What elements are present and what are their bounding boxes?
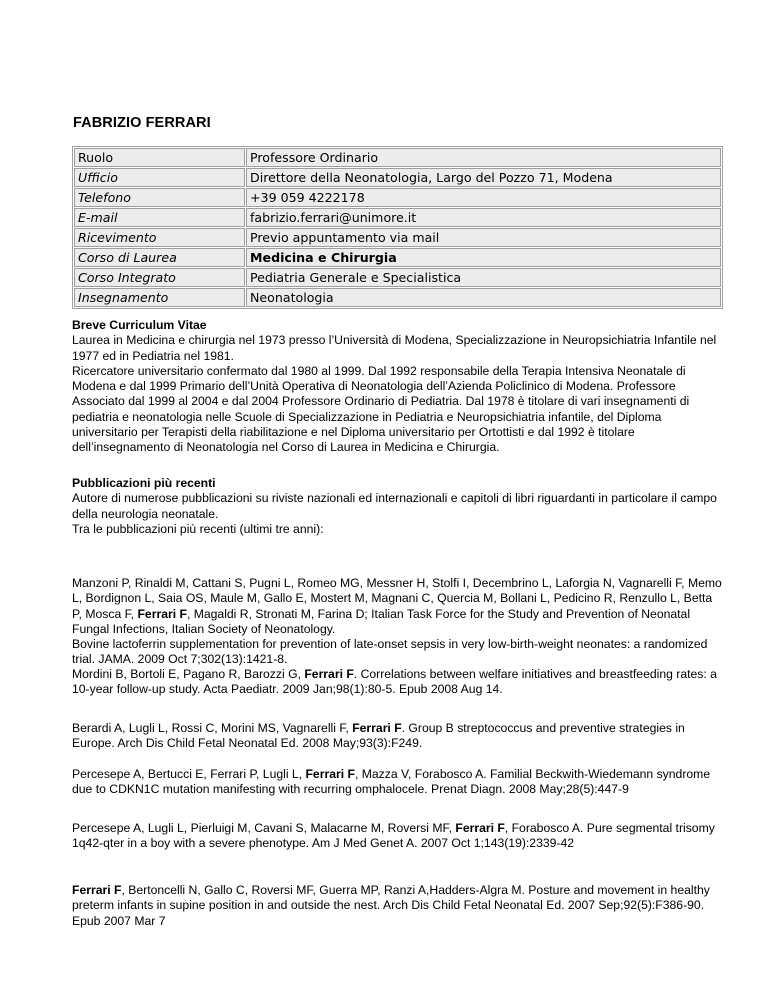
publication-authors-before: Manzoni P, Rinaldi M, Cattani S, Pugni L, Romeo MG, Messner H, Stolfi I, Decembrino L, Laforgia N, Vagnarelli F, Memo L, Bordignon L, Saia OS, Maule M, Gallo E, Mostert M, Magnani C, Quercia M, Bollani L, Pedicino R, Renzullo L, Betta P, Mosca F,	[72, 576, 722, 621]
publication-text-after: , Forabosco A. Pure segmental trisomy 1q42-qter in a boy with a severe phenotype. Am J Med Genet A. 2007 Oct 1;143(19):2339-42	[72, 821, 715, 851]
publication-authors-before: Mordini B, Bortoli E, Pagano R, Barozzi G,	[72, 667, 305, 681]
publications-intro-2: Tra le pubblicazioni più recenti (ultimi tre anni):	[72, 521, 324, 536]
info-row	[74, 208, 721, 227]
person-name: FABRIZIO FERRARI	[73, 115, 211, 131]
info-label: Ricevimento	[74, 228, 245, 247]
info-label: Insegnamento	[74, 288, 245, 307]
highlighted-author: Ferrari F	[137, 606, 187, 621]
publications-title: Pubblicazioni più recenti	[72, 476, 216, 490]
highlighted-author: Ferrari F	[352, 721, 402, 735]
publication-citation	[72, 821, 724, 852]
info-row	[74, 228, 721, 247]
info-value: Medicina e Chirurgia	[246, 248, 721, 267]
publication-citation	[72, 721, 724, 752]
info-label: Ufficio	[74, 168, 245, 187]
info-label: Telefono	[74, 188, 245, 207]
info-row	[74, 248, 721, 267]
info-value: Professore Ordinario	[246, 148, 721, 167]
highlighted-author: Ferrari F	[455, 821, 505, 835]
info-label: E-mail	[74, 208, 245, 227]
publication-text-after: , Mazza V, Forabosco A. Familial Beckwith-Wiedemann syndrome due to CDKN1C mutation manifesting with recurring omphalocele. Prenat Diagn. 2008 May;28(5):447-9	[72, 767, 711, 797]
publication-item	[72, 576, 724, 668]
publication-citation	[72, 576, 724, 637]
publication-item	[72, 883, 724, 929]
info-label: Ruolo	[74, 148, 245, 167]
info-row	[74, 288, 721, 307]
info-row	[74, 188, 721, 207]
publications-intro-1: Autore di numerose pubblicazioni su riviste nazionali ed internazionali e capitoli di libri riguardanti in particolare il campo della neurologia neonatale.	[72, 491, 717, 521]
publication-item	[72, 821, 724, 852]
publication-item	[72, 767, 724, 798]
publication-text-after: , Bertoncelli N, Gallo C, Roversi MF, Guerra MP, Ranzi A,Hadders-Algra M. Posture and movement in healthy preterm infants in supine position in and outside the nest. Arch Dis Child Fetal Neonatal Ed. 2007 Sep;92(5):F386-90. Epub 2007 Mar 7	[72, 883, 710, 928]
info-value: Neonatologia	[246, 288, 721, 307]
publication-title: Bovine lactoferrin supplementation for prevention of late-onset sepsis in very low-birth-weight neonates: a randomized trial. JAMA. 2009 Oct 7;302(13):1421-8.	[72, 637, 708, 667]
cv-section	[72, 318, 724, 456]
info-value: fabrizio.ferrari@unimore.it	[246, 208, 721, 227]
publication-authors-before: Percesepe A, Lugli L, Pierluigi M, Cavani S, Malacarne M, Roversi MF,	[72, 821, 456, 835]
publication-item	[72, 667, 724, 698]
highlighted-author: Ferrari F	[304, 667, 354, 681]
info-label: Corso Integrato	[74, 268, 245, 287]
publications-header	[72, 476, 724, 537]
info-row	[74, 268, 721, 287]
info-row	[74, 148, 721, 167]
info-value: +39 059 4222178	[246, 188, 721, 207]
cv-paragraph-2: Ricercatore universitario confermato dal 1980 al 1999. Dal 1992 responsabile della Terapia Intensiva Neonatale di Modena e dal 1999 Primario dell’Unità Operativa di Neonatologia dell’Azienda Policlinico di Modena. Professore Associato dal 1999 al 2004 e dal 2004 Professore Ordinario di Pediatria. Dal 1978 è titolare di vari insegnamenti di pediatria e neonatologia nelle Scuole di Specializzazione in Pediatria e Neuropsichiatria infantile, del Diploma universitario per Terapisti della riabilitazione e nel Diploma universitario per Ortottisti e dal 1992 è titolare dell’insegnamento di Neonatologia nel Corso di Laurea in Medicina e Chirurgia.	[72, 363, 690, 455]
publication-authors-before: Percesepe A, Bertucci E, Ferrari P, Lugli L,	[72, 767, 306, 781]
publication-text-after: . Group B streptococcus and preventive strategies in Europe. Arch Dis Child Fetal Neonatal Ed. 2008 May;93(3):F249.	[72, 721, 685, 751]
info-value: Previo appuntamento via mail	[246, 228, 721, 247]
publication-citation	[72, 883, 724, 929]
info-row	[74, 168, 721, 187]
info-label: Corso di Laurea	[74, 248, 245, 267]
publication-item	[72, 721, 724, 752]
info-value: Direttore della Neonatologia, Largo del Pozzo 71, Modena	[246, 168, 721, 187]
info-table	[72, 146, 723, 309]
publication-text-after: , Magaldi R, Stronati M, Farina D; Italian Task Force for the Study and Prevention of Neonatal Fungal Infections, Italian Society of Neonatology.	[72, 606, 691, 636]
highlighted-author: Ferrari F	[305, 767, 355, 781]
publication-citation	[72, 767, 724, 798]
cv-paragraph-1: Laurea in Medicina e chirurgia nel 1973 presso l’Università di Modena, Specializzazione in Neuropsichiatria Infantile nel 1977 ed in Pediatria nel 1981.	[72, 333, 717, 363]
cv-title: Breve Curriculum Vitae	[72, 318, 207, 332]
publication-citation	[72, 667, 724, 698]
publication-text-after: . Correlations between welfare initiatives and breastfeeding rates: a 10-year follow-up study. Acta Paediatr. 2009 Jan;98(1):80-5. Epub 2008 Aug 14.	[72, 667, 717, 697]
publication-authors-before: Berardi A, Lugli L, Rossi C, Morini MS, Vagnarelli F,	[72, 721, 353, 735]
info-value: Pediatria Generale e Specialistica	[246, 268, 721, 287]
highlighted-author: Ferrari F	[72, 883, 122, 897]
